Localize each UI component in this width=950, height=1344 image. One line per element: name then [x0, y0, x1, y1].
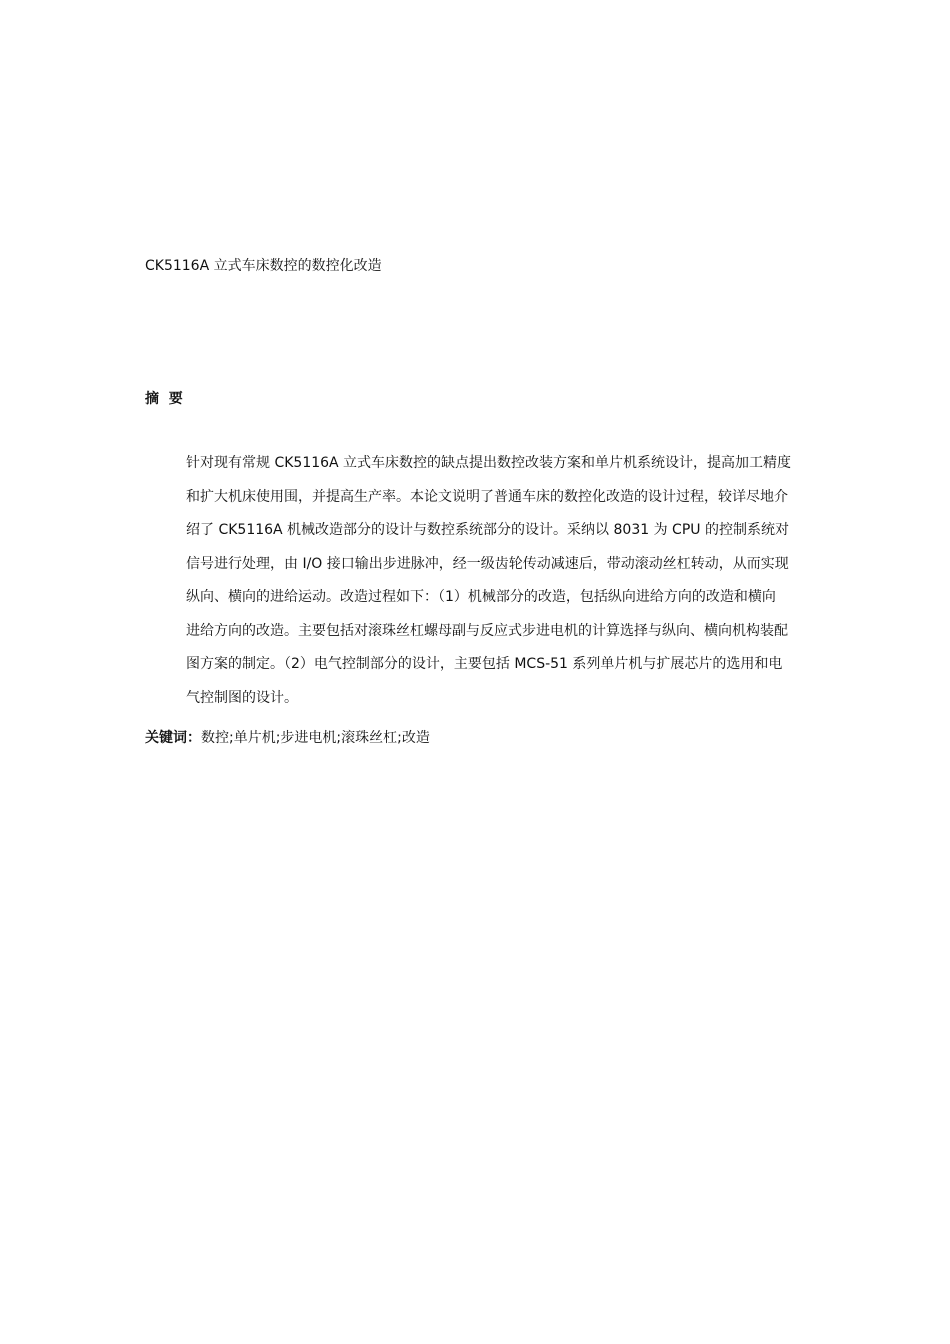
keywords-label: 关键词： [145, 730, 201, 746]
keywords-value: 数控;单片机;步进电机;滚珠丝杠;改造 [201, 730, 430, 746]
abstract-heading: 摘 要 [145, 391, 183, 407]
abstract-line: 气控制图的设计。 [186, 689, 298, 706]
abstract-line: 进给方向的改造。主要包括对滚珠丝杠螺母副与反应式步进电机的计算选择与纵向、横向机构装配 [186, 622, 788, 639]
abstract-line: 针对现有常规 CK5116A 立式车床数控的缺点提出数控改装方案和单片机系统设计，提高加工精度 [186, 455, 792, 471]
abstract-line: 和扩大机床使用围，并提高生产率。本论文说明了普通车床的数控化改造的设计过程，较详尽地介 [186, 488, 788, 505]
abstract-body [186, 452, 826, 720]
abstract-line: 绍了 CK5116A 机械改造部分的设计与数控系统部分的设计。采纳以 8031 为 CPU 的控制系统对 [186, 522, 789, 538]
keywords-line [145, 728, 430, 748]
document-title: CK5116A 立式车床数控的数控化改造 [145, 258, 382, 274]
abstract-line: 图方案的制定。（2）电气控制部分的设计，主要包括 MCS-51 系列单片机与扩展芯片的选用和电 [186, 656, 783, 672]
abstract-line: 信号进行处理，由 I/O 接口输出步进脉冲，经一级齿轮传动减速后，带动滚动丝杠转动，从而实现 [186, 555, 789, 572]
abstract-line: 纵向、横向的进给运动。改造过程如下：（1）机械部分的改造，包括纵向进给方向的改造和横向 [186, 589, 776, 605]
